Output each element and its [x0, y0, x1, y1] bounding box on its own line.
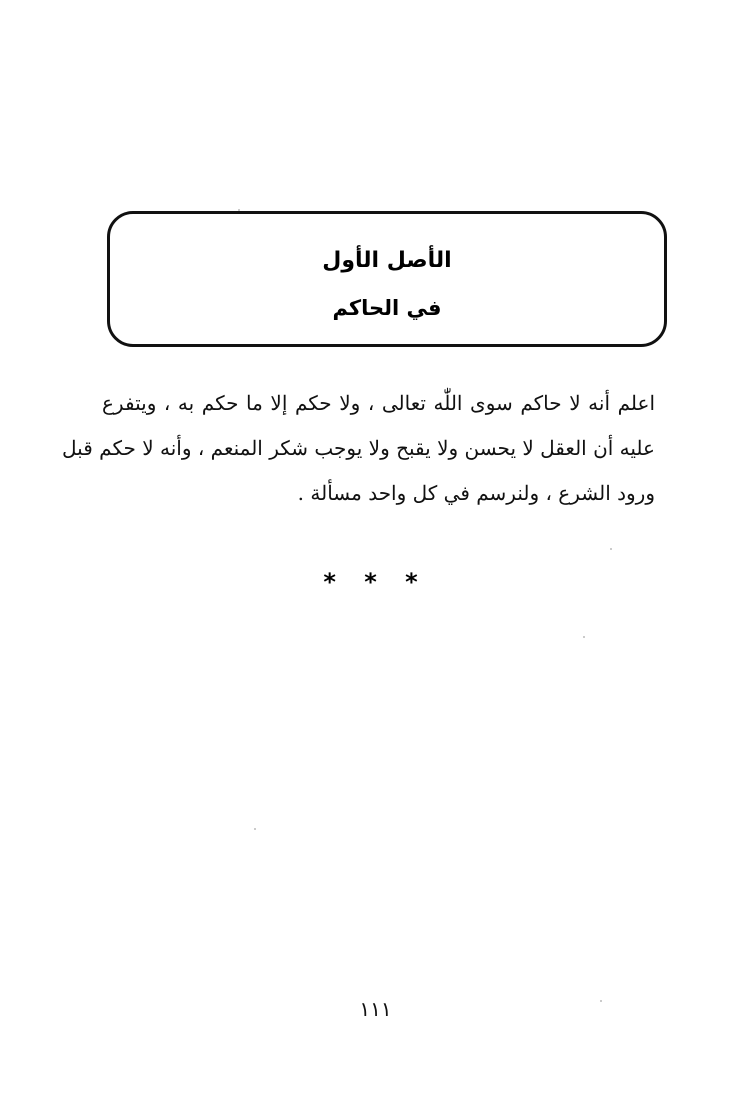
scan-speck: [254, 828, 256, 830]
body-line-2: عليه أن العقل لا يحسن ولا يقبح ولا يوجب شكر المنعم ، وأنه لا حكم قبل: [62, 436, 655, 460]
scan-speck: [610, 548, 612, 550]
page-number: ١١١: [359, 997, 392, 1021]
body-paragraph: [62, 381, 655, 516]
section-title: الأصل الأول: [322, 248, 452, 273]
section-heading-box: [107, 211, 667, 347]
section-subtitle: في الحاكم: [332, 296, 442, 320]
scan-speck: [238, 209, 240, 211]
scan-speck: [600, 1000, 602, 1002]
body-line-3: ورود الشرع ، ولنرسم في كل واحد مسألة .: [297, 481, 655, 505]
body-line-1: اعلم أنه لا حاكم سوى اللّٰه تعالى ، ولا حكم إلا ما حكم به ، ويتفرع: [102, 391, 655, 415]
scan-speck: [583, 636, 585, 638]
section-separator: * * *: [323, 568, 428, 596]
